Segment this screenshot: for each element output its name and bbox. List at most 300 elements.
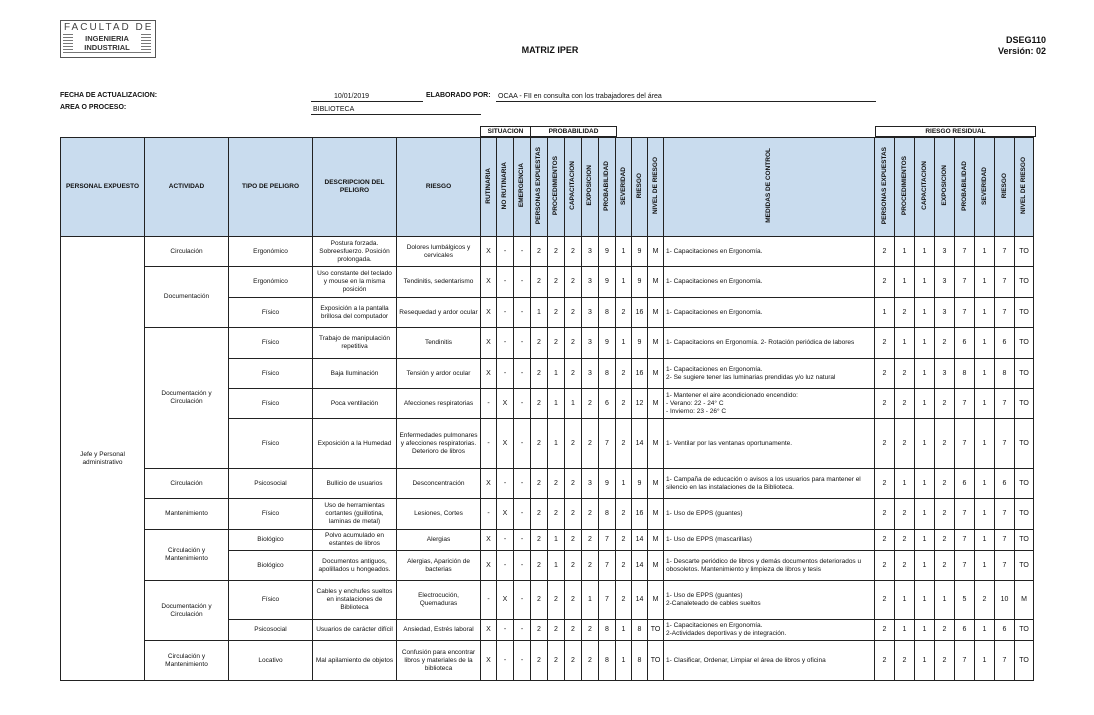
cell-pe: 2 <box>531 641 548 681</box>
actividad-cell: Circulación y Mantenimiento <box>145 530 229 581</box>
cell-sv: 1 <box>616 267 632 298</box>
cell-rnv: TO <box>1015 359 1034 389</box>
cell-nor: - <box>497 359 514 389</box>
cell-sv: 1 <box>616 469 632 499</box>
cell-pb: 7 <box>599 530 616 551</box>
cell-rpr: 1 <box>895 267 915 298</box>
col-severidad-label: SEVERIDAD <box>619 166 627 205</box>
cell-pe: 2 <box>531 620 548 641</box>
cell-rpr: 2 <box>895 419 915 469</box>
cell-rex: 2 <box>935 469 955 499</box>
col-r-personas-label: PERSONAS EXPUESTAS <box>880 146 888 225</box>
col-rutinaria <box>481 138 497 237</box>
cell-pb: 9 <box>599 267 616 298</box>
doc-version: Versión: 02 <box>997 46 1046 56</box>
cell-ex: 1 <box>582 581 599 620</box>
cell-rpe: 2 <box>875 328 895 359</box>
cell-rrg: 7 <box>995 267 1015 298</box>
elaborado-underline <box>496 101 876 102</box>
cell-pr: 2 <box>548 267 565 298</box>
cell-rca: 1 <box>915 298 935 328</box>
cell-pr: 2 <box>548 469 565 499</box>
cell-rca: 1 <box>915 469 935 499</box>
fecha-value: 10/01/2019 <box>334 93 370 100</box>
cell-rpr: 1 <box>895 620 915 641</box>
cell-rsv: 1 <box>975 419 995 469</box>
cell-tipo: Ergonómico <box>229 267 313 298</box>
cell-rrg: 7 <box>995 551 1015 581</box>
cell-rca: 1 <box>915 499 935 530</box>
cell-sv: 2 <box>616 581 632 620</box>
cell-rex: 2 <box>935 389 955 419</box>
cell-rut: X <box>481 641 497 681</box>
document-code <box>998 35 1046 57</box>
logo-line-3: INDUSTRIAL <box>73 43 141 52</box>
cell-desc: Bullicio de usuarios <box>313 469 397 499</box>
cell-rpr: 1 <box>895 581 915 620</box>
elaborado-value: OCAA - FII en consulta con los trabajadores del área <box>498 93 662 100</box>
col-procedimientos-label: PROCEDIMIENTOS <box>552 155 559 216</box>
cell-rut: X <box>481 530 497 551</box>
cell-ca: 2 <box>565 419 582 469</box>
logo-stripes <box>63 34 151 54</box>
cell-eme: - <box>514 389 531 419</box>
cell-ex: 2 <box>582 389 599 419</box>
cell-rsv: 1 <box>975 530 995 551</box>
cell-pb: 6 <box>599 389 616 419</box>
cell-rpe: 2 <box>875 551 895 581</box>
cell-rpb: 5 <box>955 581 975 620</box>
col-medidas-label: MEDIDAS DE CONTROL <box>765 148 772 223</box>
cell-rpb: 6 <box>955 328 975 359</box>
cell-ca: 2 <box>565 581 582 620</box>
col-emergencia-label: EMERGENCIA <box>518 163 525 208</box>
cell-rg: 9 <box>632 469 648 499</box>
cell-ca: 2 <box>565 530 582 551</box>
col-actividad: ACTIVIDAD <box>145 138 229 237</box>
table-row <box>61 328 1034 359</box>
cell-med: 1- Capacitaciones en Ergonomía. <box>664 298 875 328</box>
cell-rex: 2 <box>935 641 955 681</box>
cell-rg: 12 <box>632 389 648 419</box>
actividad-cell: Circulación <box>145 469 229 499</box>
cell-tipo: Ergonómico <box>229 237 313 267</box>
cell-rnv: TO <box>1015 298 1034 328</box>
cell-rsv: 1 <box>975 551 995 581</box>
cell-pe: 2 <box>531 530 548 551</box>
cell-rrg: 7 <box>995 530 1015 551</box>
cell-nv: M <box>648 267 664 298</box>
col-r-riesgo <box>995 138 1015 237</box>
cell-med: 1- Uso de EPPS (guantes) 2-Canaleteado de cables sueltos <box>664 581 875 620</box>
cell-rg: 16 <box>632 359 648 389</box>
col-r-procedimientos-label: PROCEDIMIENTOS <box>900 155 908 216</box>
col-r-riesgo-label: RIESGO <box>1000 172 1008 199</box>
col-exposicion <box>582 138 599 237</box>
cell-rpr: 1 <box>895 469 915 499</box>
cell-pe: 2 <box>531 499 548 530</box>
cell-pe: 2 <box>531 419 548 469</box>
table-row <box>61 469 1034 499</box>
cell-sv: 1 <box>616 641 632 681</box>
table-row <box>61 237 1034 267</box>
cell-pb: 9 <box>599 328 616 359</box>
cell-rsv: 1 <box>975 469 995 499</box>
cell-rca: 1 <box>915 419 935 469</box>
cell-rrg: 7 <box>995 499 1015 530</box>
cell-eme: - <box>514 530 531 551</box>
cell-tipo: Físico <box>229 298 313 328</box>
cell-eme: - <box>514 328 531 359</box>
cell-nv: M <box>648 581 664 620</box>
cell-rpe: 1 <box>875 298 895 328</box>
cell-rex: 2 <box>935 328 955 359</box>
cell-rca: 1 <box>915 620 935 641</box>
cell-ca: 2 <box>565 469 582 499</box>
situacion-group-header: SITUACION <box>480 126 531 137</box>
cell-rsv: 1 <box>975 328 995 359</box>
cell-rut: X <box>481 237 497 267</box>
cell-rex: 2 <box>935 530 955 551</box>
cell-pe: 2 <box>531 469 548 499</box>
cell-riesgo: Alergias <box>397 530 481 551</box>
table-row <box>61 530 1034 551</box>
cell-sv: 2 <box>616 419 632 469</box>
cell-desc: Usuarios de carácter difícil <box>313 620 397 641</box>
cell-eme: - <box>514 298 531 328</box>
cell-rsv: 1 <box>975 267 995 298</box>
cell-rpb: 6 <box>955 620 975 641</box>
cell-pr: 2 <box>548 237 565 267</box>
cell-ex: 3 <box>582 298 599 328</box>
cell-rrg: 6 <box>995 328 1015 359</box>
fecha-underline <box>311 101 423 102</box>
cell-pb: 8 <box>599 620 616 641</box>
cell-rpe: 2 <box>875 499 895 530</box>
cell-nor: - <box>497 267 514 298</box>
col-nivel <box>648 138 664 237</box>
cell-rpr: 2 <box>895 641 915 681</box>
table-row <box>61 267 1034 298</box>
cell-rpr: 1 <box>895 328 915 359</box>
cell-tipo: Físico <box>229 359 313 389</box>
cell-rpe: 2 <box>875 469 895 499</box>
cell-med: 1- Capacitaciones en Ergonomía. <box>664 237 875 267</box>
cell-med: 1- Mantener el aire acondicionado encendido: - Verano: 22 - 24° C - Invierno: 23 - 26° C <box>664 389 875 419</box>
table-row <box>61 581 1034 620</box>
cell-rrg: 7 <box>995 641 1015 681</box>
cell-sv: 2 <box>616 298 632 328</box>
cell-rnv: TO <box>1015 237 1034 267</box>
cell-rex: 3 <box>935 298 955 328</box>
cell-rnv: TO <box>1015 499 1034 530</box>
cell-pr: 1 <box>548 389 565 419</box>
cell-rnv: TO <box>1015 389 1034 419</box>
cell-pb: 7 <box>599 581 616 620</box>
col-personal: PERSONAL EXPUESTO <box>61 138 145 237</box>
cell-pe: 2 <box>531 328 548 359</box>
cell-rnv: TO <box>1015 419 1034 469</box>
col-r-probabilidad-label: PROBABILIDAD <box>960 160 968 211</box>
cell-rut: - <box>481 499 497 530</box>
cell-rpe: 2 <box>875 641 895 681</box>
cell-rpr: 2 <box>895 359 915 389</box>
cell-pb: 8 <box>599 298 616 328</box>
cell-riesgo: Tendinitis, sedentarismo <box>397 267 481 298</box>
col-r-severidad <box>975 138 995 237</box>
cell-nor: - <box>497 298 514 328</box>
cell-ca: 1 <box>565 389 582 419</box>
cell-rsv: 1 <box>975 620 995 641</box>
cell-nv: M <box>648 298 664 328</box>
col-r-personas <box>875 138 895 237</box>
col-probabilidad <box>599 138 616 237</box>
area-underline <box>311 114 481 115</box>
actividad-cell: Mantenimiento <box>145 499 229 530</box>
cell-med: 1- Descarte periódico de libros y demás documentos deteriorados u obosoletos. Mantenimiento y limpieza de libros y tesis <box>664 551 875 581</box>
cell-desc: Polvo acumulado en estantes de libros <box>313 530 397 551</box>
cell-nv: M <box>648 389 664 419</box>
cell-rca: 1 <box>915 641 935 681</box>
cell-med: 1- Capacitacions en Ergonomía. 2- Rotación periódica de labores <box>664 328 875 359</box>
cell-rpb: 6 <box>955 469 975 499</box>
cell-pb: 9 <box>599 237 616 267</box>
cell-rpb: 8 <box>955 359 975 389</box>
cell-rsv: 1 <box>975 389 995 419</box>
cell-ex: 3 <box>582 267 599 298</box>
cell-rpr: 2 <box>895 389 915 419</box>
cell-rg: 14 <box>632 551 648 581</box>
cell-ca: 2 <box>565 267 582 298</box>
cell-riesgo: Tendinitis <box>397 328 481 359</box>
area-label: AREA O PROCESO: <box>60 104 127 111</box>
cell-rnv: TO <box>1015 530 1034 551</box>
area-value: BIBLIOTECA <box>313 106 355 113</box>
cell-rsv: 2 <box>975 581 995 620</box>
cell-pr: 1 <box>548 530 565 551</box>
cell-pr: 2 <box>548 620 565 641</box>
cell-rrg: 6 <box>995 620 1015 641</box>
cell-ex: 2 <box>582 641 599 681</box>
col-r-capacitacion <box>915 138 935 237</box>
cell-ca: 2 <box>565 620 582 641</box>
cell-rpb: 7 <box>955 551 975 581</box>
cell-rca: 1 <box>915 359 935 389</box>
cell-riesgo: Dolores lumbálgicos y cervicales <box>397 237 481 267</box>
cell-eme: - <box>514 237 531 267</box>
col-tipo: TIPO DE PELIGRO <box>229 138 313 237</box>
cell-rrg: 7 <box>995 237 1015 267</box>
cell-nv: M <box>648 499 664 530</box>
cell-rpr: 2 <box>895 530 915 551</box>
cell-sv: 2 <box>616 551 632 581</box>
cell-pr: 1 <box>548 359 565 389</box>
col-nivel-label: NIVEL DE RIESGO <box>651 157 659 214</box>
cell-tipo: Físico <box>229 389 313 419</box>
actividad-cell: Circulación y Mantenimiento <box>145 641 229 681</box>
cell-pb: 7 <box>599 551 616 581</box>
col-personas <box>531 138 548 237</box>
cell-ex: 2 <box>582 620 599 641</box>
cell-rca: 1 <box>915 389 935 419</box>
cell-sv: 1 <box>616 237 632 267</box>
cell-rpe: 2 <box>875 237 895 267</box>
cell-nor: - <box>497 328 514 359</box>
cell-rut: X <box>481 469 497 499</box>
cell-rrg: 8 <box>995 359 1015 389</box>
cell-nor: X <box>497 389 514 419</box>
cell-med: 1- Clasificar, Ordenar, Limpiar el área de libros y oficina <box>664 641 875 681</box>
cell-desc: Postura forzada. Sobreesfuerzo. Posición prolongada. <box>313 237 397 267</box>
cell-rpb: 7 <box>955 298 975 328</box>
cell-nv: TO <box>648 620 664 641</box>
cell-pb: 7 <box>599 419 616 469</box>
cell-pe: 2 <box>531 389 548 419</box>
col-severidad <box>616 138 632 237</box>
fecha-label: FECHA DE ACTUALIZACION: <box>60 92 158 99</box>
doc-code: DSEG110 <box>1005 35 1046 45</box>
cell-rca: 1 <box>915 581 935 620</box>
cell-rg: 8 <box>632 620 648 641</box>
cell-rex: 2 <box>935 551 955 581</box>
cell-rut: - <box>481 389 497 419</box>
document-title: MATRIZ IPER <box>521 45 579 55</box>
cell-rpb: 7 <box>955 641 975 681</box>
cell-nv: M <box>648 328 664 359</box>
cell-riesgo: Tensión y ardor ocular <box>397 359 481 389</box>
cell-rg: 9 <box>632 267 648 298</box>
cell-desc: Uso constante del teclado y mouse en la misma posición <box>313 267 397 298</box>
cell-riesgo: Afecciones respiratorias <box>397 389 481 419</box>
cell-rpe: 2 <box>875 581 895 620</box>
col-personas-label: PERSONAS EXPUESTAS <box>535 146 542 225</box>
cell-rca: 1 <box>915 267 935 298</box>
cell-nor: - <box>497 551 514 581</box>
cell-desc: Trabajo de manipulación repetitiva <box>313 328 397 359</box>
cell-rex: 3 <box>935 267 955 298</box>
cell-desc: Documentos antiguos, apolillados u hongeados. <box>313 551 397 581</box>
col-probabilidad-label: PROBABILIDAD <box>603 160 610 211</box>
cell-rpe: 2 <box>875 530 895 551</box>
col-riesgo-valor-label: RIESGO <box>635 172 643 199</box>
cell-nv: M <box>648 359 664 389</box>
cell-riesgo: Desconcentración <box>397 469 481 499</box>
cell-rpb: 7 <box>955 237 975 267</box>
cell-rg: 8 <box>632 641 648 681</box>
cell-rex: 3 <box>935 237 955 267</box>
col-r-capacitacion-label: CAPACITACION <box>920 161 928 210</box>
col-medidas <box>664 138 875 237</box>
col-r-nivel-label: NIVEL DE RIESGO <box>1020 157 1027 214</box>
cell-nv: M <box>648 551 664 581</box>
cell-rpb: 7 <box>955 419 975 469</box>
cell-rpb: 7 <box>955 389 975 419</box>
cell-sv: 1 <box>616 620 632 641</box>
cell-nor: - <box>497 641 514 681</box>
col-no-rutinaria-label: NO RUTINARIA <box>501 161 508 210</box>
cell-rpb: 7 <box>955 499 975 530</box>
cell-eme: - <box>514 641 531 681</box>
header-row <box>61 138 1034 237</box>
cell-ex: 2 <box>582 551 599 581</box>
cell-ca: 2 <box>565 551 582 581</box>
cell-ex: 3 <box>582 469 599 499</box>
col-procedimientos <box>548 138 565 237</box>
cell-med: 1- Capacitaciones en Ergonomía. 2- Se sugiere tener las luminarias prendidas y/o luz natural <box>664 359 875 389</box>
cell-rnv: M <box>1015 581 1034 620</box>
cell-pe: 2 <box>531 267 548 298</box>
cell-tipo: Biológico <box>229 551 313 581</box>
cell-desc: Mal apilamiento de objetos <box>313 641 397 681</box>
cell-rnv: TO <box>1015 620 1034 641</box>
cell-ca: 2 <box>565 641 582 681</box>
cell-rca: 1 <box>915 551 935 581</box>
cell-riesgo: Lesiones, Cortes <box>397 499 481 530</box>
cell-tipo: Físico <box>229 499 313 530</box>
cell-riesgo: Electrocución, Quemaduras <box>397 581 481 620</box>
cell-desc: Exposición a la pantalla brillosa del computador <box>313 298 397 328</box>
cell-pr: 2 <box>548 328 565 359</box>
cell-rca: 1 <box>915 328 935 359</box>
cell-rut: X <box>481 620 497 641</box>
cell-rsv: 1 <box>975 298 995 328</box>
cell-nor: X <box>497 581 514 620</box>
logo-line-1: FACULTAD DE <box>64 22 154 33</box>
logo-line-2: INGENIERIA <box>73 34 141 43</box>
cell-nor: - <box>497 237 514 267</box>
actividad-cell: Documentación y Circulación <box>145 328 229 469</box>
col-capacitacion <box>565 138 582 237</box>
col-r-exposicion-label: EXPOSICION <box>940 165 948 206</box>
cell-pe: 2 <box>531 237 548 267</box>
cell-rpe: 2 <box>875 620 895 641</box>
cell-rnv: TO <box>1015 328 1034 359</box>
cell-rnv: TO <box>1015 641 1034 681</box>
cell-eme: - <box>514 620 531 641</box>
cell-med: 1- Uso de EPPS (mascarillas) <box>664 530 875 551</box>
cell-rsv: 1 <box>975 499 995 530</box>
cell-med: 1- Capacitaciones en Ergonomía. <box>664 267 875 298</box>
cell-pe: 1 <box>531 298 548 328</box>
cell-pb: 8 <box>599 359 616 389</box>
col-r-probabilidad <box>955 138 975 237</box>
cell-ca: 2 <box>565 298 582 328</box>
cell-pb: 8 <box>599 499 616 530</box>
cell-tipo: Físico <box>229 419 313 469</box>
cell-tipo: Biológico <box>229 530 313 551</box>
cell-rg: 14 <box>632 530 648 551</box>
cell-riesgo: Resequedad y ardor ocular <box>397 298 481 328</box>
cell-rca: 1 <box>915 237 935 267</box>
cell-rex: 1 <box>935 581 955 620</box>
cell-riesgo: Ansiedad, Estrés laboral <box>397 620 481 641</box>
cell-nv: M <box>648 530 664 551</box>
cell-eme: - <box>514 499 531 530</box>
cell-pe: 2 <box>531 359 548 389</box>
table-row <box>61 499 1034 530</box>
cell-ex: 3 <box>582 237 599 267</box>
cell-pr: 1 <box>548 419 565 469</box>
cell-sv: 2 <box>616 499 632 530</box>
cell-rut: X <box>481 267 497 298</box>
cell-rpr: 2 <box>895 499 915 530</box>
cell-rsv: 1 <box>975 237 995 267</box>
cell-ex: 2 <box>582 530 599 551</box>
cell-rg: 16 <box>632 298 648 328</box>
cell-rpr: 2 <box>895 298 915 328</box>
col-r-nivel <box>1015 138 1034 237</box>
cell-tipo: Locativo <box>229 641 313 681</box>
